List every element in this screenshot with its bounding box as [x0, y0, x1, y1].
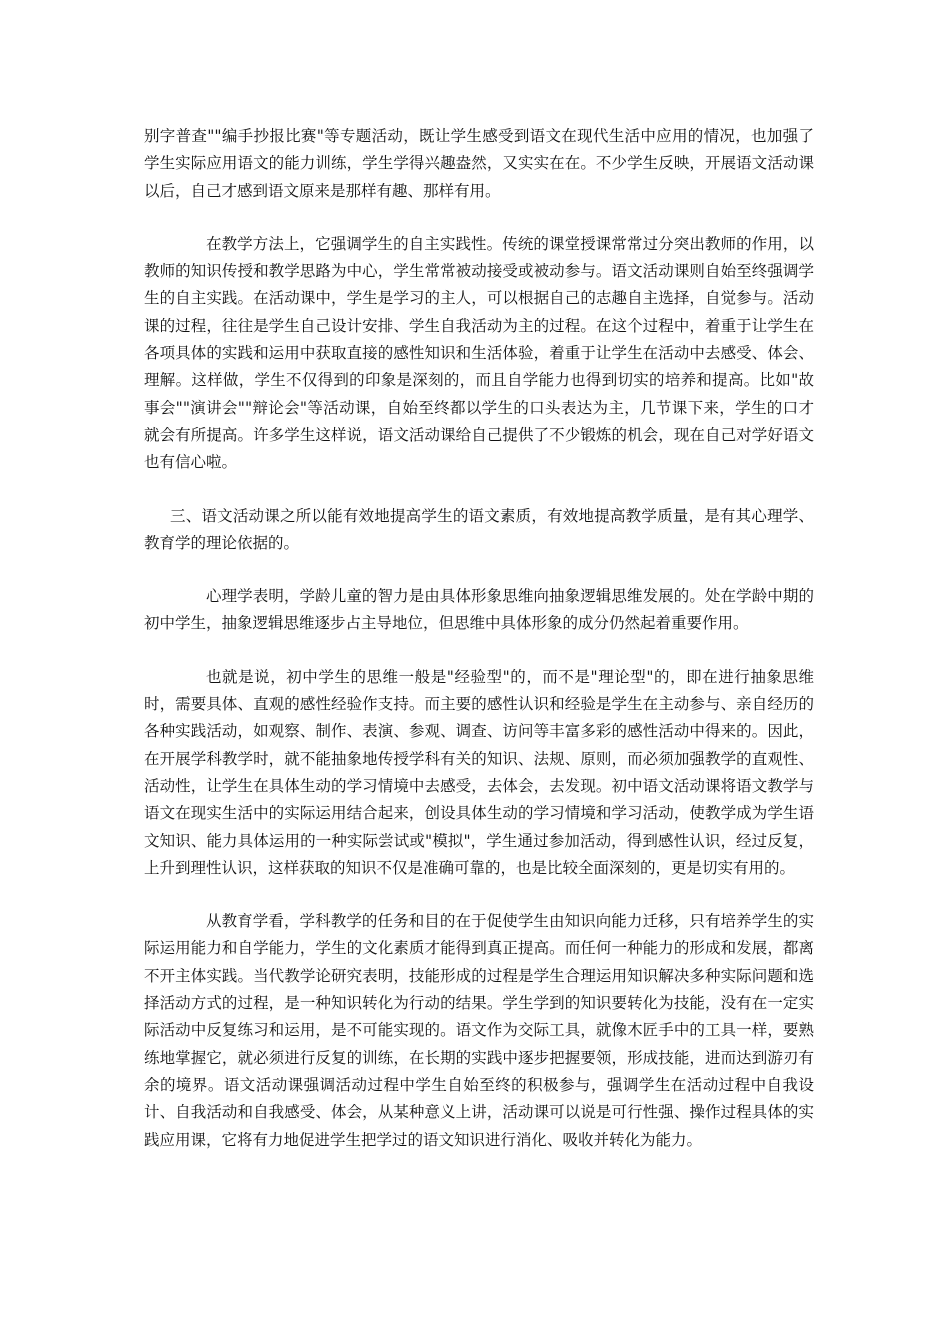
paragraph-psychology: 心理学表明，学龄儿童的智力是由具体形象思维向抽象逻辑思维发展的。处在学龄中期的初中学生，抽象逻辑思维逐步占主导地位，但思维中具体形象的成分仍然起着重要作用。	[144, 587, 814, 633]
paragraph-experience-thinking: 也就是说，初中学生的思维一般是"经验型"的，而不是"理论型"的，即在进行抽象思维时，需要具体、直观的感性经验作支持。而主要的感性认识和经验是学生在主动参与、亲自经历的各种实践活动，如观察、制作、表演、参观、调查、访问等丰富多彩的感性活动中得来的。因此，在开展学科教学时，就不能抽象地传授学科有关的知识、法规、原则，而必须加强教学的直观性、活动性，让学生在具体生动的学习情境中去感受，去体会，去发现。初中语文活动课将语文教学与语文在现实生活中的实际运用结合起来，创设具体生动的学习情境和学习活动，使教学成为学生语文知识、能力具体运用的一种实际尝试或"模拟"，学生通过参加活动，得到感性认识，经过反复，上升到理性认识，这样获取的知识不仅是准确可靠的，也是比较全面深刻的，更是切实有用的。	[144, 667, 814, 877]
paragraph-section-three-heading: 三、语文活动课之所以能有效地提高学生的语文素质，有效地提高教学质量，是有其心理学、教育学的理论依据的。	[144, 506, 814, 552]
paragraph-pedagogy: 从教育学看，学科教学的任务和目的在于促使学生由知识向能力迁移，只有培养学生的实际运用能力和自学能力，学生的文化素质才能得到真正提高。而任何一种能力的形成和发展，都离不开主体实践。当代教学论研究表明，技能形成的过程是学生合理运用知识解决多种实际问题和选择活动方式的过程，是一种知识转化为行动的结果。学生学到的知识要转化为技能，没有在一定实际活动中反复练习和运用，是不可能实现的。语文作为交际工具，就像木匠手中的工具一样，要熟练地掌握它，就必须进行反复的训练，在长期的实践中逐步把握要领，形成技能，进而达到游刃有余的境界。语文活动课强调活动过程中学生自始至终的积极参与，强调学生在活动过程中自我设计、自我活动和自我感受、体会，从某种意义上讲，活动课可以说是可行性强、操作过程具体的实践应用课，它将有力地促进学生把学过的语文知识进行消化、吸收并转化为能力。	[144, 912, 814, 1149]
document-body	[144, 123, 814, 1180]
paragraph-teaching-method: 在教学方法上，它强调学生的自主实践性。传统的课堂授课常常过分突出教师的作用，以教师的知识传授和教学思路为中心，学生常常被动接受或被动参与。语文活动课则自始至终强调学生的自主实践。在活动课中，学生是学习的主人，可以根据自己的志趣自主选择，自觉参与。活动课的过程，往往是学生自己设计安排、学生自我活动为主的过程。在这个过程中，着重于让学生在各项具体的实践和运用中获取直接的感性知识和生活体验，着重于让学生在活动中去感受、体会、理解。这样做，学生不仅得到的印象是深刻的，而且自学能力也得到切实的培养和提高。比如"故事会""演讲会""辩论会"等活动课，自始至终都以学生的口头表达为主，几节课下来，学生的口才就会有所提高。许多学生这样说，语文活动课给自己提供了不少锻炼的机会，现在自己对学好语文也有信心啦。	[144, 234, 814, 472]
paragraph-continuation: 别字普查""编手抄报比赛"等专题活动，既让学生感受到语文在现代生活中应用的情况，也加强了学生实际应用语文的能力训练，学生学得兴趣盎然，又实实在在。不少学生反映，开展语文活动课以后，自己才感到语文原来是那样有趣、那样有用。	[144, 127, 814, 200]
